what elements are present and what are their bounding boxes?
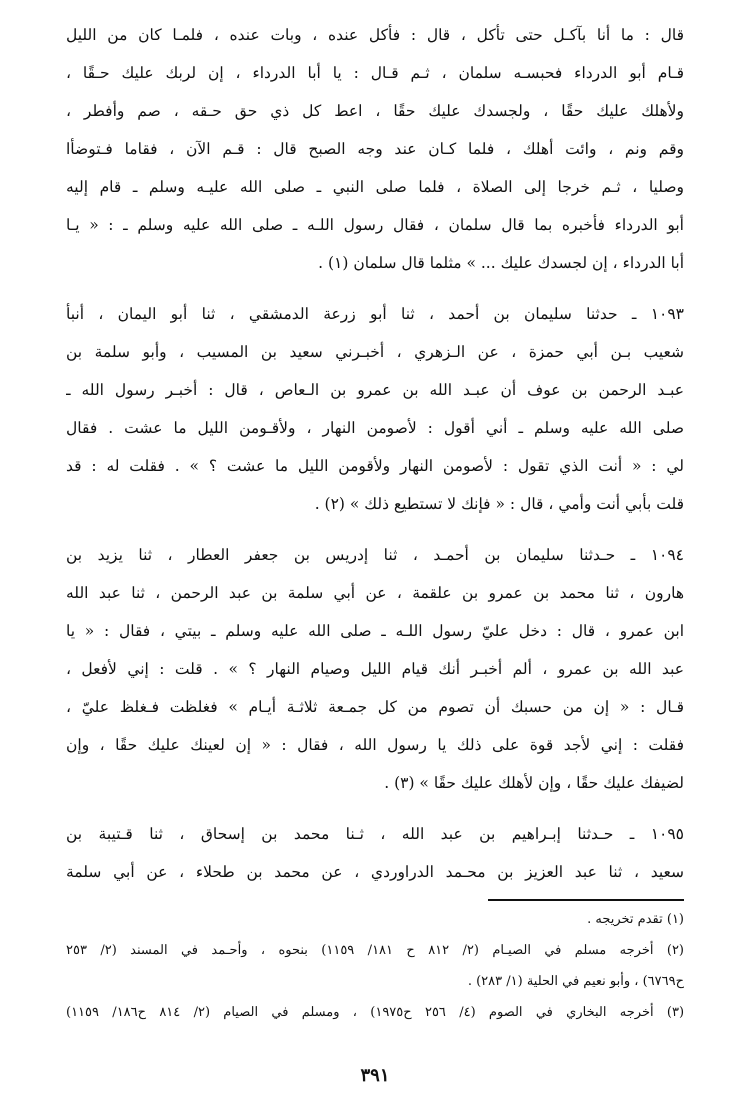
text-line: ١٠٩٣ ـ حدثنا سليمان بن أحمد ، ثنا أبو زرعة الدمشقي ، ثنا أبو اليمان ، أنبأ (66, 305, 684, 323)
text-line: وصليا ، ثـم خرجا إلى الصلاة ، فلما صلى النبي ـ صلى الله عليـه وسلم ـ قام إليه (66, 178, 684, 196)
hadith-1093 (66, 295, 684, 523)
hadith-1095 (66, 815, 684, 891)
paragraph-gap (66, 523, 684, 536)
footnote-2-continued: ح٦٧٦٩) ، وأبو نعيم في الحلية (١/ ٢٨٣) . (467, 974, 684, 989)
text-line: أبا الدرداء ، إن لجسدك عليك ... » مثلما قال سلمان (١) . (318, 254, 684, 272)
paragraph-continuation (66, 16, 684, 282)
text-line: قال : ما أنا بآكـل حتى تأكل ، قال : فأكل عنده ، وبات عنده ، فلمـا كان من الليل (66, 26, 684, 44)
paragraph-gap (66, 282, 684, 295)
text-line: سعيد ، ثنا عبد العزيز بن محـمد الدراوردي ، عن محمد بن طحلاء ، عن أبي سلمة (66, 863, 684, 881)
page-body (66, 16, 684, 891)
text-line: ابن عمرو ، قال : دخل عليّ رسول اللـه ـ صلى الله عليه وسلم ـ بيتي ، فقال : « يا (66, 622, 684, 640)
text-line: ولأهلك عليك حقًا ، ولجسدك عليك حقًا ، اعط كل ذي حق حـقه ، صم وأفطر ، (66, 102, 684, 120)
text-line: فقلت : إني لأجد قوة على ذلك يا رسول الله ، فقال : « إن لعينك عليك حقًا ، وإن (66, 736, 684, 754)
text-line: عبـد الرحمن بن عوف أن عبـد الله بن عمرو بن الـعاص ، قال : أخبـر رسول الله ـ (66, 381, 684, 399)
text-line: لي : « أنت الذي تقول : لأصومن النهار ولأقومن الليل ما عشت ؟ » . فقلت له : قد (66, 457, 684, 475)
paragraph-gap (66, 802, 684, 815)
text-line: وقم ونم ، وائت أهلك ، فلما كـان عند وجه الصبح قال : قـم الآن ، فقاما فـتوضأا (66, 140, 684, 158)
footnote-separator (488, 899, 684, 901)
text-line: أبو الدرداء فأخبره بما قال سلمان ، فقال رسول اللـه ـ صلى الله عليه وسلم ـ : « يـا (66, 216, 684, 234)
text-line: قلت بأبي أنت وأمي ، قال : « فإنك لا تستطيع ذلك » (٢) . (314, 495, 684, 513)
footnote-1: (١) تقدم تخريجه . (587, 912, 684, 927)
page-number: ٣٩١ (360, 1065, 390, 1086)
text-line: هارون ، ثنا محمد بن عمرو بن علقمة ، عن أبي سلمة بن عبد الرحمن ، ثنا عبد الله (66, 584, 684, 602)
text-line: ١٠٩٤ ـ حـدثنا سليمان بن أحمـد ، ثنا إدريس بن جعفر العطار ، ثنا يزيد بن (66, 546, 684, 564)
footnote-3: (٣) أخرجه البخاري في الصوم (٤/ ٢٥٦ ح١٩٧٥) ، ومسلم في الصيام (٢/ ٨١٤ ح١٨٦/ ١١٥٩) (66, 1005, 684, 1020)
text-line: ١٠٩٥ ـ حـدثنا إبـراهيم بن عبد الله ، ثـنا محمد بن إسحاق ، ثنا قـتيبة بن (66, 825, 684, 843)
hadith-1094 (66, 536, 684, 802)
text-line: قـام أبو الدرداء فحبسـه سلمان ، ثـم قـال : يا أبا الدرداء ، إن لربك عليك حـقًا ، (66, 64, 684, 82)
footnotes (66, 904, 684, 1028)
text-line: قـال : « إن من حسبك أن تصوم من كل جمـعة ثلاثـة أيـام » فغلظت فـغلظ عليّ ، (66, 698, 684, 716)
footnote-2: (٢) أخرجه مسلم في الصيـام (٢/ ٨١٢ ح ١٨١/ ١١٥٩) بنحوه ، وأحـمد في المسند (٢/ ٢٥٣ (66, 943, 684, 958)
text-line: شعيب بـن أبي حمزة ، عن الـزهري ، أخبـرني سعيد بن المسيب ، وأبو سلمة بن (66, 343, 684, 361)
text-line: عبد الله بن عمرو ، ألم أخبـر أنك قيام الليل وصيام النهار ؟ » . قلت : إني لأفعل ، (66, 660, 684, 678)
text-line: لضيفك عليك حقًا ، وإن لأهلك عليك حقًا » (٣) . (384, 774, 684, 792)
text-line: صلى الله عليه وسلم ـ أني أقول : لأصومن النهار ، ولأقـومن الليل ما عشت . فقال (66, 419, 684, 437)
